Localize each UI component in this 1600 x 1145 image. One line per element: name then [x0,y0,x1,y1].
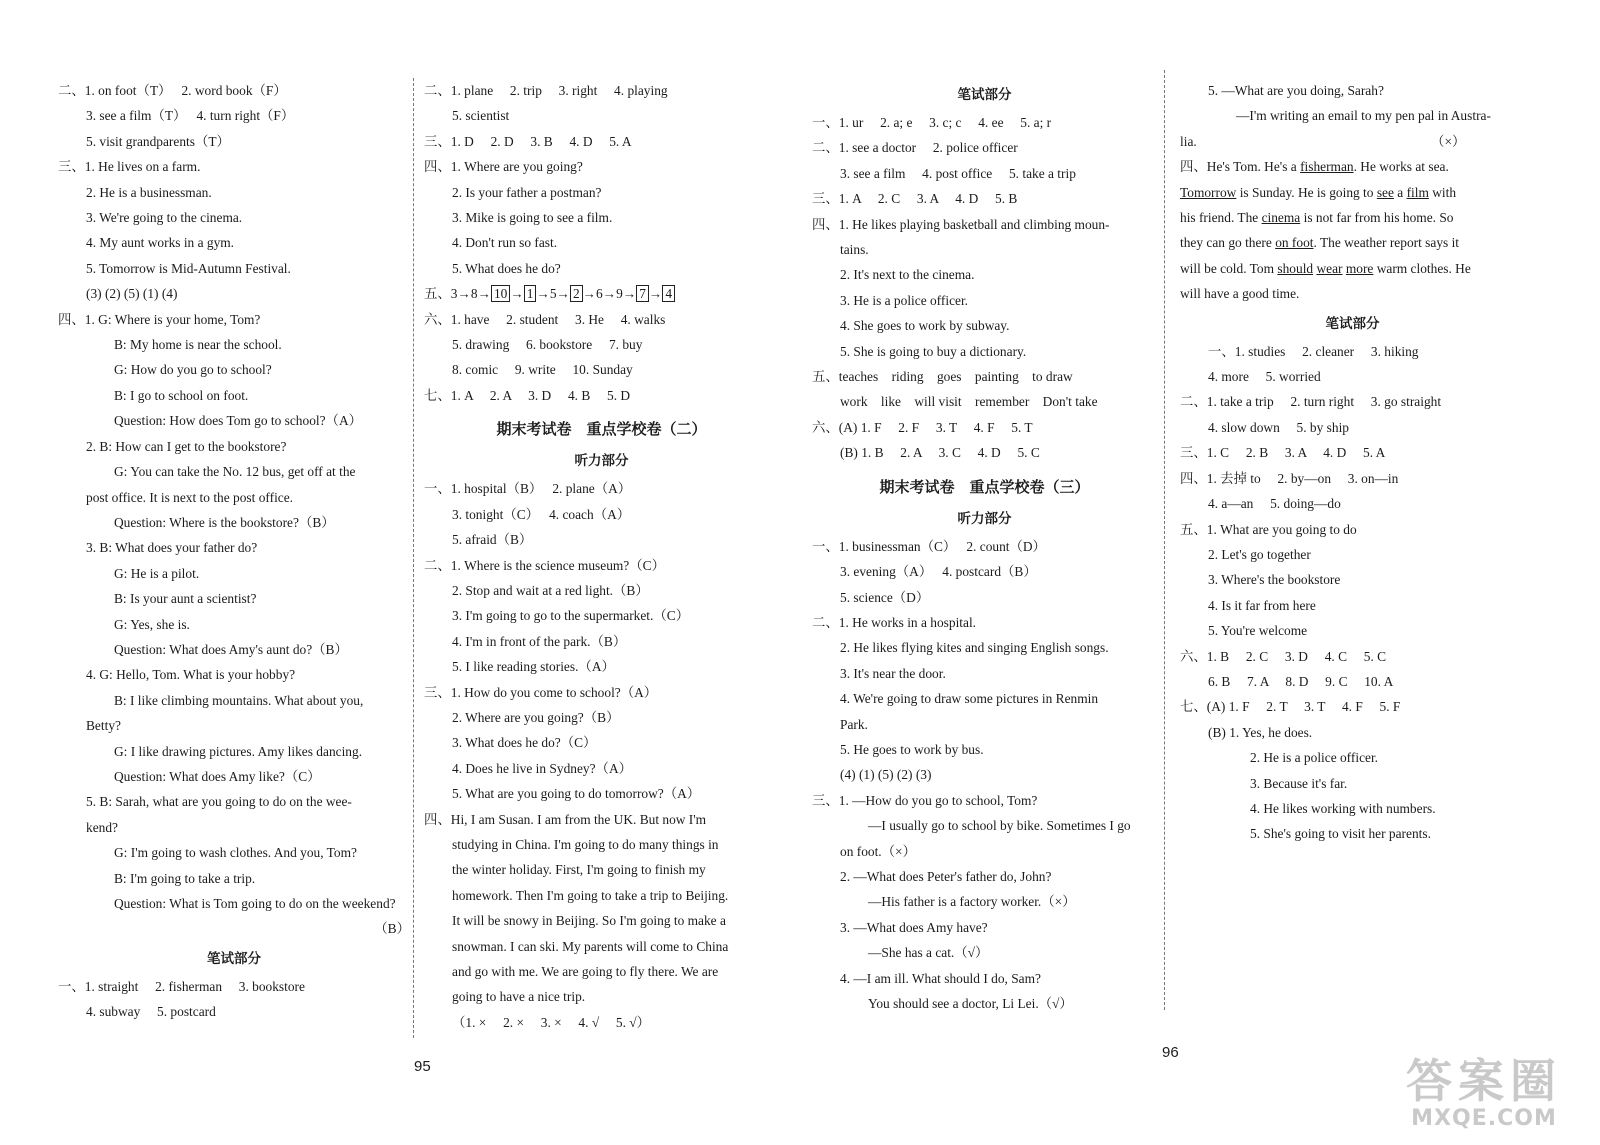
answer-line: 三、1. How do you come to school?（A） [424,684,658,700]
section-heading: 笔试部分 [957,87,1012,103]
answer-line: studying in China. I'm going to do many things in [452,836,719,852]
sequence-answer-line [424,281,779,306]
page-number-left: 95 [414,1058,431,1075]
answer-line: 二、1. take a trip 2. turn right 3. go straight [1180,394,1442,410]
sequence-number: 6 [596,286,603,302]
answer-line: 3. see a film（T） 4. turn right（F） [86,108,295,124]
answer-line: 4. Is it far from here [1208,597,1316,613]
answer-line: 8. comic 9. write 10. Sunday [452,362,633,378]
underlined-answer: more [1345,260,1374,276]
answer-line: （B） [374,921,410,937]
arrow-icon: → [510,286,524,302]
underlined-answer: see [1376,184,1394,200]
answer-line: 2. It's next to the cinema. [840,267,975,283]
paragraph-text: warm clothes. He [1373,260,1471,276]
answer-line: 3. We're going to the cinema. [86,210,243,226]
column-divider [1164,70,1165,1010]
answer-line: (B) 1. B 2. A 3. C 4. D 5. C [840,445,1040,461]
answer-line: 5. science（D） [840,589,930,605]
paragraph-text: they can go there [1180,235,1276,251]
answer-line: 2. He likes flying kites and singing English songs. [840,640,1109,656]
answer-line: 5. B: Sarah, what are you going to do on the wee- [86,794,352,810]
answer-column-4 [1180,78,1525,847]
boxed-number: 4 [662,285,675,302]
answer-line: 4. My aunt works in a gym. [86,235,235,251]
answer-line: 二、1. He works in a hospital. [812,614,977,630]
answer-line: the winter holiday. First, I'm going to finish my [452,862,706,878]
underlined-answer: fisherman [1300,159,1354,175]
answer-line: 4. Does he live in Sydney?（A） [452,760,633,776]
answer-line: 5. —What are you doing, Sarah? [1208,83,1384,98]
watermark-logo-text: 答案圈 [1406,1054,1562,1108]
sequence-number: 9 [616,286,623,302]
answer-line: Question: How does Tom go to school?（A） [114,413,363,429]
answer-line: G: I'm going to wash clothes. And you, Tom? [114,845,357,861]
answer-line: 五、teaches riding goes painting to draw [812,369,1073,385]
answer-line: 三、1. A 2. C 3. A 4. D 5. B [812,191,1018,207]
column-divider [413,78,414,1038]
answer-line: 4. more 5. worried [1208,369,1321,385]
page-number-right: 96 [1162,1044,1179,1061]
answer-line: 2. —What does Peter's father do, John? [840,868,1052,884]
answer-line: 3. It's near the door. [840,665,946,681]
answer-line: (B) 1. Yes, he does. [1208,724,1313,740]
answer-line: 5. afraid（B） [452,532,533,548]
answer-line: (3) (2) (5) (1) (4) [86,286,178,302]
paragraph-text: is not far from his home. So [1300,210,1454,226]
paragraph-text: will be cold. Tom [1180,260,1278,276]
arrow-icon: → [648,286,663,302]
answer-line: 3. tonight（C） 4. coach（A） [452,506,631,522]
answer-line: 三、1. —How do you go to school, Tom? [812,792,1038,808]
arrow-icon: → [556,286,570,302]
answer-line: G: I like drawing pictures. Amy likes dancing. [114,743,363,759]
answer-line: 一、1. ur 2. a; e 3. c; c 4. ee 5. a; r [812,115,1052,130]
answer-line: B: I'm going to take a trip. [114,870,256,886]
answer-line: 3. I'm going to go to the supermarket.（C） [452,608,690,624]
answer-line: 一、1. businessman（C） 2. count（D） [812,538,1046,554]
answer-line: on foot.（×） [840,843,916,859]
sequence-number: 8 [470,286,478,302]
answer-line: 5. I like reading stories.（A） [452,659,615,675]
answer-line: 6. B 7. A 8. D 9. C 10. A [1208,673,1394,689]
answer-line: post office. It is next to the post office. [86,489,294,505]
answer-line: B: Is your aunt a scientist? [114,591,257,607]
answer-line: 3. What does he do?（C） [452,735,597,751]
answer-line: 5. visit grandparents（T） [86,133,230,149]
answer-line: 一、1. straight 2. fisherman 3. bookstore [58,978,305,994]
answer-line: (4) (1) (5) (2) (3) [840,767,932,783]
answer-line: going to have a nice trip. [452,989,586,1005]
arrow-icon: → [582,286,597,302]
answer-line: G: You can take the No. 12 bus, get off at the [114,464,356,480]
answer-line: 2. Where are you going?（B） [452,709,620,725]
answer-line: 2. He is a police officer. [1250,750,1379,766]
boxed-number: 10 [491,285,510,302]
answer-line: 4. I'm in front of the park.（B） [452,633,627,649]
answer-line: 5. He goes to work by bus. [840,741,984,757]
answer-line: 二、1. on foot（T） 2. word book（F） [58,83,287,98]
underlined-answer: should [1277,260,1314,276]
answer-line: 二、1. plane 2. trip 3. right 4. playing [424,83,668,98]
answer-line: G: How do you go to school? [114,362,272,378]
answer-line: 七、1. A 2. A 3. D 4. B 5. D [424,387,631,403]
paragraph-text: his friend. The [1180,210,1262,226]
answer-line: 5. Tomorrow is Mid-Autumn Festival. [86,260,291,276]
answer-line: 5. scientist [452,108,510,124]
arrow-icon: → [477,286,491,302]
exam-title: 期末考试卷 重点学校卷（二） [496,420,707,439]
answer-line: 5. What are you going to do tomorrow?（A） [452,786,701,802]
section-heading: 听力部分 [957,510,1012,527]
answer-line: G: He is a pilot. [114,565,200,581]
answer-line: 4. She goes to work by subway. [840,318,1010,334]
answer-line: snowman. I can ski. My parents will come to China [452,938,729,954]
section-heading: 笔试部分 [207,950,261,967]
underlined-answer: film [1406,184,1429,200]
paragraph-text: with [1428,184,1457,200]
answer-line: 3. He is a police officer. [840,292,969,308]
answer-line: 5. What does he do? [452,260,561,276]
answer-line: B: My home is near the school. [114,337,282,353]
answer-line: 一、1. hospital（B） 2. plane（A） [424,481,632,497]
answer-line: lia. （×） [1180,133,1466,149]
answer-column-2 [424,78,779,1035]
answer-line: 4. —I am ill. What should I do, Sam? [840,970,1041,986]
answer-line: 3. Because it's far. [1250,775,1348,791]
answer-line: 二、1. Where is the science museum?（C） [424,557,665,573]
section-heading: 笔试部分 [1325,315,1380,332]
answer-line: B: I go to school on foot. [114,387,249,403]
answer-line: —She has a cat.（√） [868,945,989,961]
answer-line: 5. You're welcome [1208,623,1308,639]
arrow-icon: → [622,286,637,302]
answer-line: 5. drawing 6. bookstore 7. buy [452,337,643,353]
answer-line: kend? [86,819,118,835]
answer-line: 4. a—an 5. doing—do [1208,496,1341,512]
section-heading: 听力部分 [574,453,629,470]
answer-line: G: Yes, she is. [114,616,190,632]
answer-line: 六、(A) 1. F 2. F 3. T 4. F 5. T [812,419,1033,435]
answer-line: 3. Mike is going to see a film. [452,210,613,226]
answer-line: B: I like climbing mountains. What about you, [114,692,364,708]
arrow-icon: → [536,286,550,302]
answer-line: 三、1. C 2. B 3. A 4. D 5. A [1180,445,1386,461]
answer-line: Betty? [86,718,121,734]
answer-line: Park. [840,716,868,732]
answer-line: 3. Where's the bookstore [1208,572,1341,588]
answer-line: 一、1. studies 2. cleaner 3. hiking [1208,343,1419,359]
arrow-icon: → [602,286,617,302]
answer-column-1 [58,78,410,1025]
answer-line: 四、1. He likes playing basketball and climbing moun- [812,216,1110,232]
answer-line: 2. He is a businessman. [86,184,212,200]
paragraph-text: . He works at sea. [1353,159,1449,175]
paragraph-text: will have a good time. [1180,286,1300,302]
answer-line: 四、Hi, I am Susan. I am from the UK. But now I'm [424,811,707,827]
answer-line: and go with me. We are going to fly there. We are [452,964,719,979]
answer-line: 三、1. He lives on a farm. [58,159,201,175]
underlined-answer: cinema [1261,210,1301,226]
paragraph-text: is Sunday. He is going to [1236,184,1377,200]
answer-line: 3. —What does Amy have? [840,919,988,935]
underlined-answer: on foot [1275,235,1314,251]
answer-line: 4. Don't run so fast. [452,235,558,251]
answer-line: 六、1. have 2. student 3. He 4. walks [424,311,666,327]
answer-line: 4. G: Hello, Tom. What is your hobby? [86,667,296,683]
answer-line: You should see a doctor, Li Lei.（√） [868,996,1073,1011]
answer-line: 七、(A) 1. F 2. T 3. T 4. F 5. F [1180,699,1401,715]
sequence-number: 3 [450,286,458,302]
answer-line: 2. B: How can I get to the bookstore? [86,438,287,454]
boxed-number: 7 [636,285,649,302]
answer-column-3 [812,78,1157,1016]
answer-line: （1. × 2. × 3. × 4. √ 5. √） [452,1014,651,1030]
answer-line: work like will visit remember Don't take [840,394,1098,410]
answer-line: 4. We're going to draw some pictures in Renmin [840,691,1099,707]
answer-line: 5. She's going to visit her parents. [1250,826,1431,842]
answer-line: 四、1. Where are you going? [424,159,583,175]
answer-line: Question: Where is the bookstore?（B） [114,514,335,530]
exam-title: 期末考试卷 重点学校卷（三） [879,477,1090,496]
arrow-icon: → [457,286,471,302]
paragraph-text: a [1393,184,1407,200]
paragraph-text: 四、He's Tom. He's a [1180,159,1301,175]
answer-line: Question: What does Amy's aunt do?（B） [114,641,348,657]
answer-line: It will be snowy in Beijing. So I'm going to make a [452,913,726,929]
answer-line: tains. [840,242,869,258]
sequence-number: 5 [549,286,557,302]
answer-line: 5. She is going to buy a dictionary. [840,343,1027,359]
answer-line: 4. subway 5. postcard [86,1004,216,1020]
underlined-answer: Tomorrow [1180,184,1237,200]
answer-line: —I usually go to school by bike. Sometimes I go [868,818,1131,834]
answer-line: 二、1. see a doctor 2. police officer [812,140,1018,156]
cloze-paragraph [1180,154,1525,306]
answer-line: 4. slow down 5. by ship [1208,419,1349,435]
answer-line: 2. Stop and wait at a red light.（B） [452,582,649,598]
boxed-number: 1 [524,285,537,302]
answer-line: 三、1. D 2. D 3. B 4. D 5. A [424,133,632,149]
answer-line: 3. see a film 4. post office 5. take a trip [840,165,1076,181]
answer-line: 2. Is your father a postman? [452,184,602,200]
paragraph-text: . The weather report says it [1313,235,1460,251]
answer-line: 4. He likes working with numbers. [1250,800,1436,816]
watermark-logo [1406,1055,1562,1131]
answer-line: 3. evening（A） 4. postcard（B） [840,564,1037,580]
answer-line: 六、1. B 2. C 3. D 4. C 5. C [1180,648,1387,664]
answer-line: 2. Let's go together [1208,546,1311,562]
answer-line: 五、1. What are you going to do [1180,521,1357,537]
underlined-answer: wear [1316,260,1343,276]
answer-line: Question: What is Tom going to do on the weekend? [114,896,396,911]
sequence-prefix: 五、 [424,286,451,302]
answer-line: —His father is a factory worker.（×） [868,894,1076,910]
answer-line: 四、1. G: Where is your home, Tom? [58,311,261,327]
answer-line: homework. Then I'm going to take a trip to Beijing. [452,887,729,903]
boxed-number: 2 [570,285,583,302]
watermark-url: MXQE.COM [1411,1106,1557,1131]
answer-line: —I'm writing an email to my pen pal in Austra- [1236,108,1491,124]
answer-line: 3. B: What does your father do? [86,540,258,556]
answer-line: 四、1. 去掉 to 2. by—on 3. on—in [1180,470,1399,486]
answer-line: Question: What does Amy like?（C） [114,768,321,784]
